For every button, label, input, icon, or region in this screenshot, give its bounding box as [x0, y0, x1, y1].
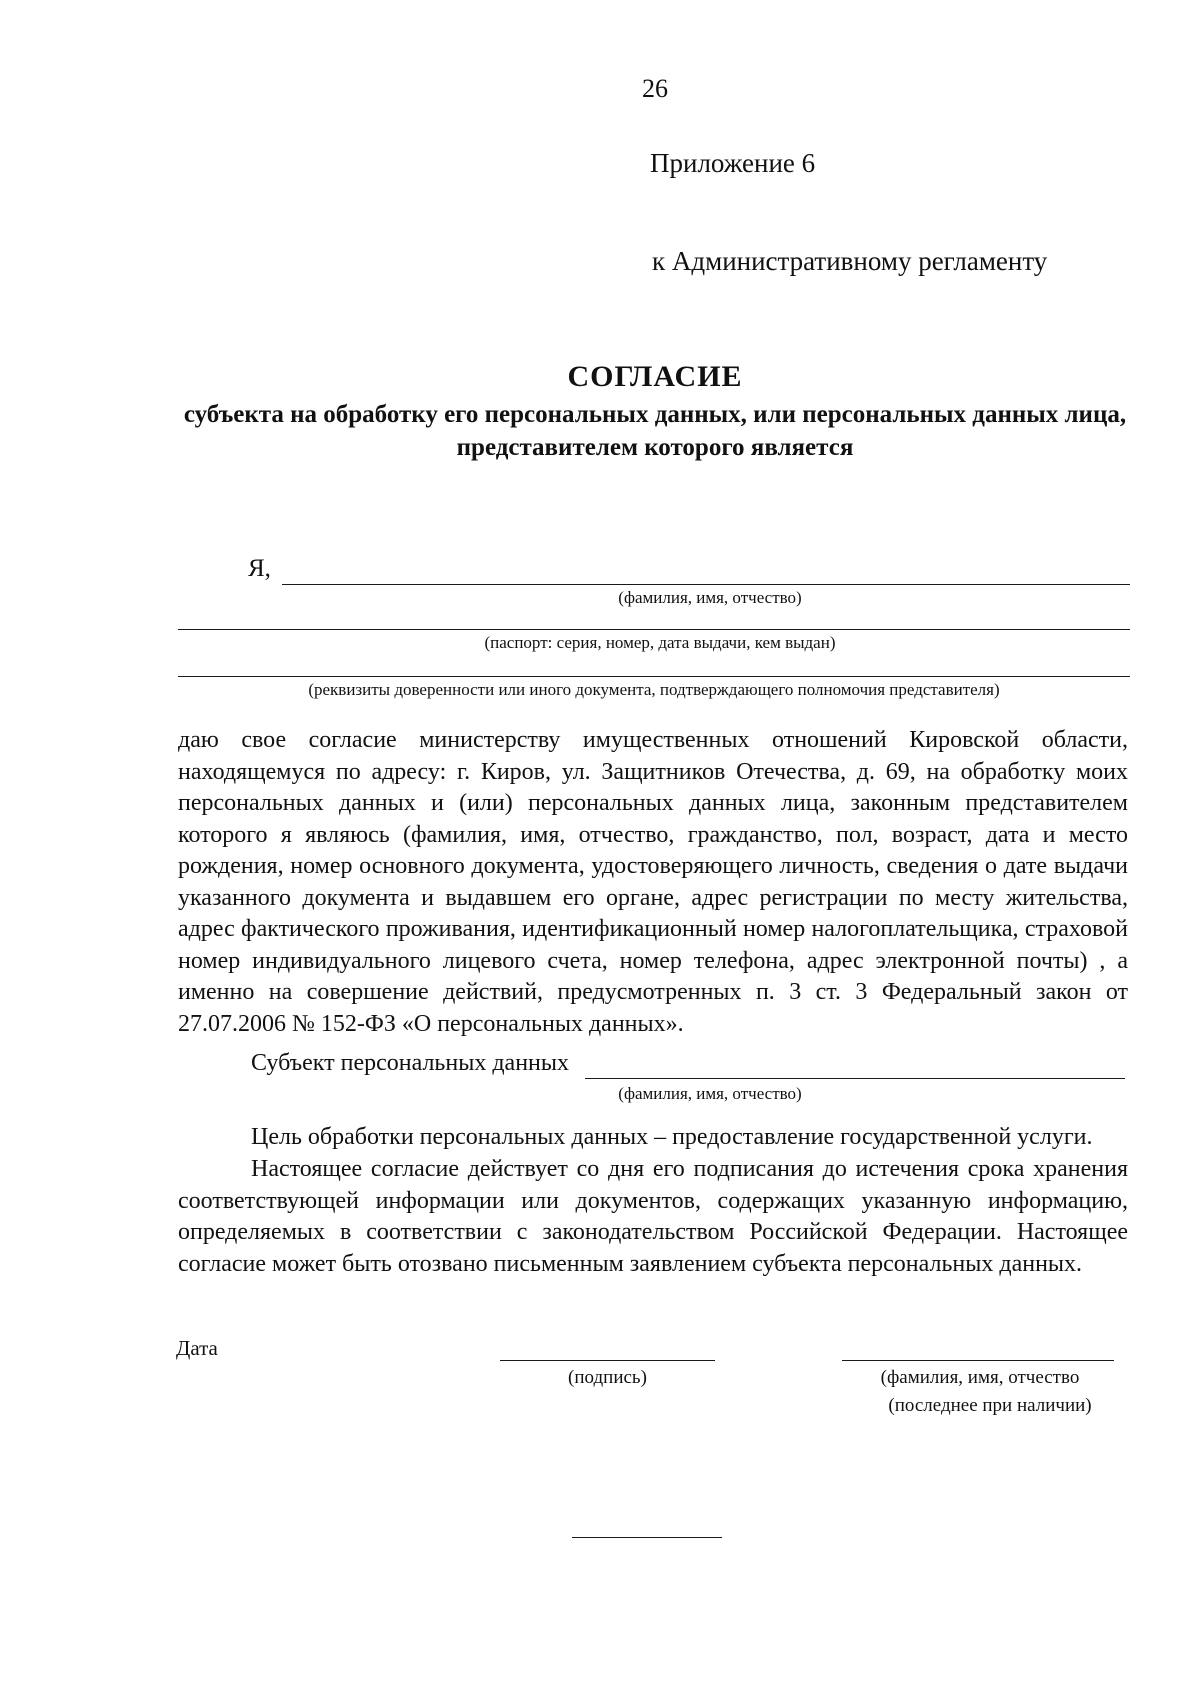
closing-separator	[572, 1537, 722, 1538]
proxy-field-line[interactable]	[178, 676, 1130, 677]
name-hint-line1: (фамилия, имя, отчество	[880, 1367, 1080, 1388]
proxy-hint: (реквизиты доверенности или иного документа, подтверждающего полномочия представителя)	[308, 680, 1000, 699]
validity-paragraph: Настоящее согласие действует со дня его подписания до истечения срока хранения соответствующей информации или документов, содержащих указанную информацию, определяемых в соответствии с законодательством Российской Федерации. Настоящее согласие может быть отозвано письменным заявлением субъекта персональных данных.	[178, 1156, 1128, 1277]
page-number: 26	[642, 74, 668, 103]
signature-hint: (подпись)	[568, 1367, 647, 1388]
passport-field-line[interactable]	[178, 629, 1130, 630]
subject-field-line[interactable]	[585, 1078, 1125, 1079]
fio-field-line[interactable]	[282, 584, 1130, 585]
document-subtitle: субъекта на обработку его персональных данных, или персональных данных лица, представителем которого является	[183, 401, 1127, 461]
subject-label: Субъект персональных данных	[251, 1050, 570, 1076]
regulation-label: к Административному регламенту	[652, 246, 1048, 276]
consent-paragraph: даю свое согласие министерству имущественных отношений Кировской области, находящемуся по адресу: г. Киров, ул. Защитников Отечества, д. 69, на обработку моих персональных данных и (или) персональных данных лица, законным представителем которого я являюсь (фамилия, имя, отчество, гражданство, пол, возраст, дата и место рождения, номер основного документа, удостоверяющего личность, сведения о дате выдачи указанного документа и выдавшем его органе, адрес регистрации по месту жительства, адрес фактического проживания, идентификационный номер налогоплательщика, страховой номер индивидуального лицевого счета, номер телефона, адрес электронной почты) , а именно на совершение действий, предусмотренных п. 3 ст. 3 Федеральный закон от 27.07.2006 № 152-ФЗ «О персональных данных».	[178, 727, 1128, 1037]
passport-hint: (паспорт: серия, номер, дата выдачи, кем выдан)	[484, 633, 836, 652]
name-field-line[interactable]	[842, 1360, 1114, 1361]
signature-field-line[interactable]	[500, 1360, 715, 1361]
fio-hint: (фамилия, имя, отчество)	[618, 588, 802, 607]
appendix-label: Приложение 6	[650, 148, 816, 178]
name-hint-line2: (последнее при наличии)	[888, 1395, 1092, 1416]
document-title: СОГЛАСИЕ	[567, 360, 743, 393]
date-label: Дата	[176, 1336, 218, 1360]
i-label: Я,	[248, 555, 271, 582]
purpose-paragraph: Цель обработки персональных данных – предоставление государственной услуги.	[251, 1124, 1093, 1150]
subject-hint: (фамилия, имя, отчество)	[618, 1084, 802, 1103]
